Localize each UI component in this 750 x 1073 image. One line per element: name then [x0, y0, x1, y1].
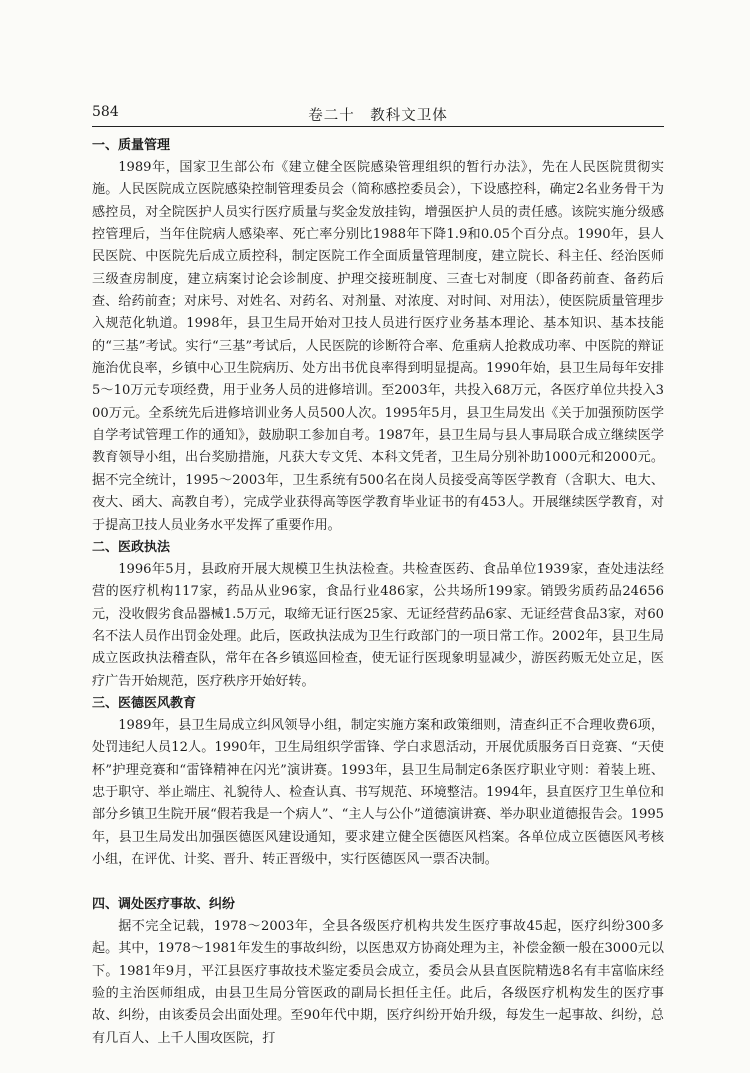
- page-number: 584: [92, 104, 119, 120]
- section-heading-medical-law-enforcement: 二、医政执法: [92, 540, 171, 555]
- section-text-quality-management: 1989年，国家卫生部公布《建立健全医院感染管理组织的暂行办法》，先在人民医院贯彻实施。人民医院成立医院感染控制管理委员会（简称感控委员会），下设感控科，确定2名业务骨干为感控员，对全院医护人员实行医疗质量与奖金发放挂钩，增强医护人员的责任感。该院实施分级感控管理后，当年住院病人感染率、死亡率分别比1988年下降1.9和0.05个百分点。1990年，县人民医院、中医院先后成立质控科，制定医院工作全面质量管理制度，建立院长、科主任、经治医师三级查房制度，建立病案讨论会诊制度、护理交接班制度、三查七对制度（即备药前查、备药后查、给药前查；对床号、对姓名、对药名、对剂量、对浓度、对时间、对用法），使医院质量管理步入规范化轨道。1998年，县卫生局开始对卫技人员进行医疗业务基本理论、基本知识、基本技能的“三基”考试。实行“三基”考试后，人民医院的诊断符合率、危重病人抢救成功率、中医院的辩证施治优良率，乡镇中心卫生院病历、处方出书优良率得到明显提高。1990年始，县卫生局每年安排5～10万元专项经费，用于业务人员的进修培训。至2003年，共投入68万元，各医疗单位共投入300万元。全系统先后进修培训业务人员500人次。1995年5月，县卫生局发出《关于加强预防医学自学考试管理工作的通知》，鼓励职工参加自考。1987年，县卫生局与县人事局联合成立继续医学教育领导小组，出台奖励措施，凡获大专文凭、本科文凭者，卫生局分别补助1000元和2000元。据不完全统计，1995～2003年，卫生系统有500名在岗人员接受高等医学教育（含职大、电大、夜大、函大、高教自考），完成学业获得高等医学教育毕业证书的有453人。开展继续医学教育，对于提高卫技人员业务水平发挥了重要作用。: [92, 160, 664, 533]
- section-heading-medical-disputes: 四、调处医疗事故、纠纷: [92, 897, 236, 912]
- section-heading-medical-ethics: 三、医德医风教育: [92, 696, 197, 711]
- page-body: [92, 135, 664, 1073]
- section-text-medical-law-enforcement: 1996年5月，县政府开展大规模卫生执法检查。共检查医药、食品单位1939家，查处违法经营的医疗机构117家，药品从业96家，食品行业486家，公共场所199家。销毁劣质药品24656元，没收假劣食品器械1.5万元，取缔无证行医25家、无证经营药品6家、无证经营食品3家，对60名不法人员作出罚金处理。此后，医政执法成为卫生行政部门的一项日常工作。2002年，县卫生局成立医政执法稽查队，常年在各乡镇巡回检查，使无证行医现象明显减少，游医药贩无处立足，医疗广告开始规范，医疗秩序开始好转。: [92, 562, 664, 689]
- section-text-medical-disputes: 据不完全记载，1978～2003年，全县各级医疗机构共发生医疗事故45起，医疗纠纷300多起。其中，1978～1981年发生的事故纠纷，以医患双方协商处理为主，补偿金额一般在3000元以下。1981年9月，平江县医疗事故技术鉴定委员会成立，委员会从县直医院精选8名有丰富临床经验的主治医师组成，由县卫生局分管医政的副局长担任主任。此后，各级医疗机构发生的医疗事故、纠纷，由该委员会出面处理。至90年代中期，医疗纠纷开始升级，每发生一起事故、纠纷，总有几百人、上千人围攻医院，打: [92, 919, 664, 1046]
- running-head: [92, 102, 664, 127]
- section-heading-quality-management: 一、质量管理: [92, 138, 171, 153]
- volume-title: 卷二十 教科文卫体: [308, 108, 448, 124]
- section-text-medical-ethics: 1989年，县卫生局成立纠风领导小组，制定实施方案和政策细则，清查纠正不合理收费6项，处罚违纪人员12人。1990年，卫生局组织学雷锋、学白求恩活动，开展优质服务百日竞赛、“天使杯”护理竞赛和“雷锋精神在闪光”演讲赛。1993年，县卫生局制定6条医疗职业守则：着装上班、忠于职守、举止端庄、礼貌待人、检查认真、书写规范、环境整洁。1994年，县直医疗卫生单位和部分乡镇卫生院开展“假若我是一个病人”、“主人与公仆”道德演讲赛、举办职业道德报告会。1995年，县卫生局发出加强医德医风建设通知，要求建立健全医德医风档案。各单位成立医德医风考核小组，在评优、计奖、晋升、转正晋级中，实行医德医风一票否决制。: [92, 718, 664, 868]
